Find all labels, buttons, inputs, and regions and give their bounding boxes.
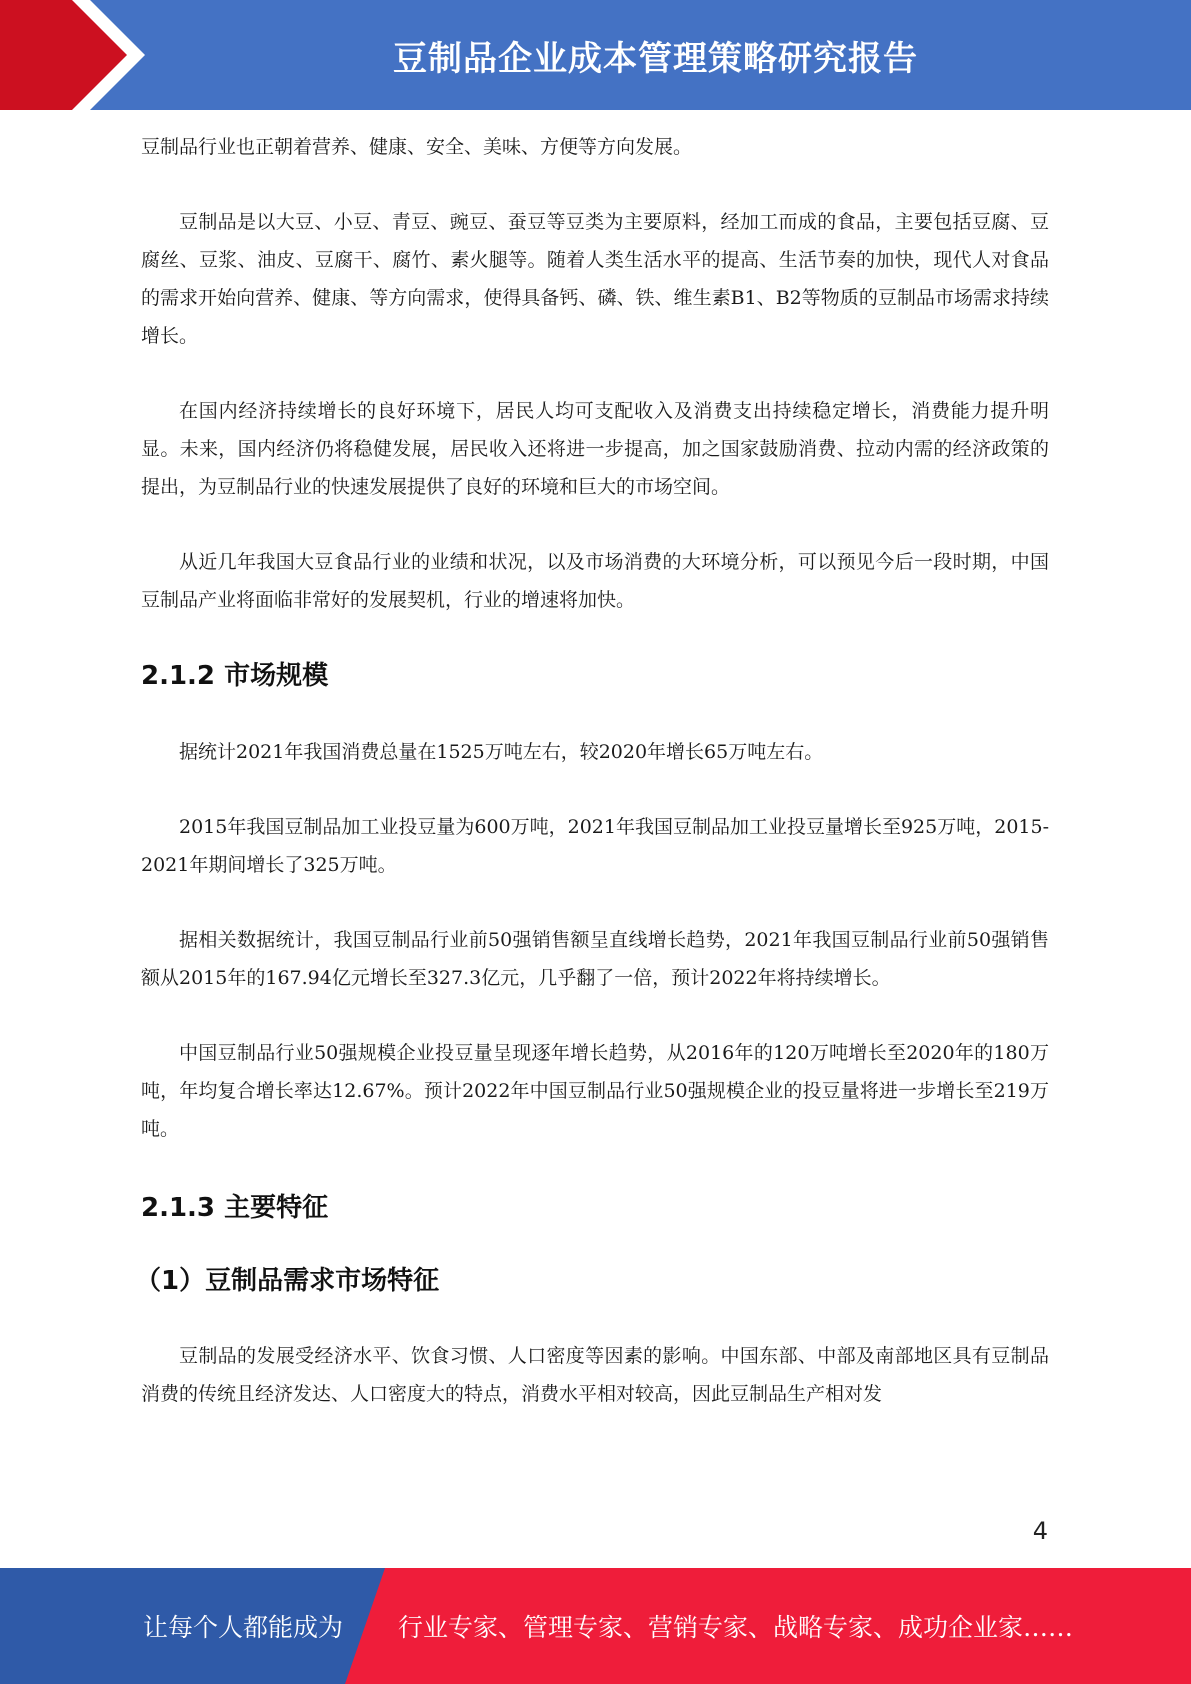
paragraph-outlook: 从近几年我国大豆食品行业的业绩和状况，以及市场消费的大环境分析，可以预见今后一段时期，中国豆制品产业将面临非常好的发展契机，行业的增速将加快。 xyxy=(141,551,1049,611)
page-footer-banner xyxy=(0,1568,1191,1684)
paragraph-top50-sales: 据相关数据统计，我国豆制品行业前50强销售额呈直线增长趋势，2021年我国豆制品行业前50强销售额从2015年的167.94亿元增长至327.3亿元，几乎翻了一倍，预计2022年将持续增长。 xyxy=(141,929,1049,989)
page-header-banner xyxy=(0,0,1191,110)
paragraph-economy: 在国内经济持续增长的良好环境下，居民人均可支配收入及消费支出持续稳定增长，消费能力提升明显。未来，国内经济仍将稳健发展，居民收入还将进一步提高，加之国家鼓励消费、拉动内需的经济政策的提出，为豆制品行业的快速发展提供了良好的环境和巨大的市场空间。 xyxy=(141,400,1049,498)
section-heading-main-features: 2.1.3 主要特征 xyxy=(141,1193,329,1223)
section-heading-market-size: 2.1.2 市场规模 xyxy=(141,661,329,691)
report-title: 豆制品企业成本管理策略研究报告 xyxy=(393,38,918,79)
footer-slogan-right: 行业专家、管理专家、营销专家、战略专家、成功企业家…… xyxy=(398,1613,1074,1642)
paragraph-bean-input: 2015年我国豆制品加工业投豆量为600万吨，2021年我国豆制品加工业投豆量增长至925万吨，2015-2021年期间增长了325万吨。 xyxy=(141,816,1050,876)
footer-slogan-left: 让每个人都能成为 xyxy=(143,1613,344,1642)
paragraph-definition: 豆制品是以大豆、小豆、青豆、豌豆、蚕豆等豆类为主要原料，经加工而成的食品，主要包括豆腐、豆腐丝、豆浆、油皮、豆腐干、腐竹、素火腿等。随着人类生活水平的提高、生活节奏的加快，现代人对食品的需求开始向营养、健康、等方向需求，使得具备钙、磷、铁、维生素B1、B2等物质的豆制品市场需求持续增长。 xyxy=(141,211,1049,347)
subsection-heading-demand-market: （1）豆制品需求市场特征 xyxy=(135,1266,440,1296)
page-number: 4 xyxy=(1032,1517,1048,1545)
page-body xyxy=(135,128,1050,1450)
paragraph-top50-input: 中国豆制品行业50强规模企业投豆量呈现逐年增长趋势，从2016年的120万吨增长至2020年的180万吨，年均复合增长率达12.67%。预计2022年中国豆制品行业50强规模企业的投豆量将进一步增长至219万吨。 xyxy=(141,1042,1049,1140)
paragraph-intro: 豆制品行业也正朝着营养、健康、安全、美味、方便等方向发展。 xyxy=(141,136,693,158)
paragraph-demand-factors: 豆制品的发展受经济水平、饮食习惯、人口密度等因素的影响。中国东部、中部及南部地区具有豆制品消费的传统且经济发达、人口密度大的特点，消费水平相对较高，因此豆制品生产相对发 xyxy=(141,1345,1049,1405)
paragraph-consumption: 据统计2021年我国消费总量在1525万吨左右，较2020年增长65万吨左右。 xyxy=(179,741,824,763)
